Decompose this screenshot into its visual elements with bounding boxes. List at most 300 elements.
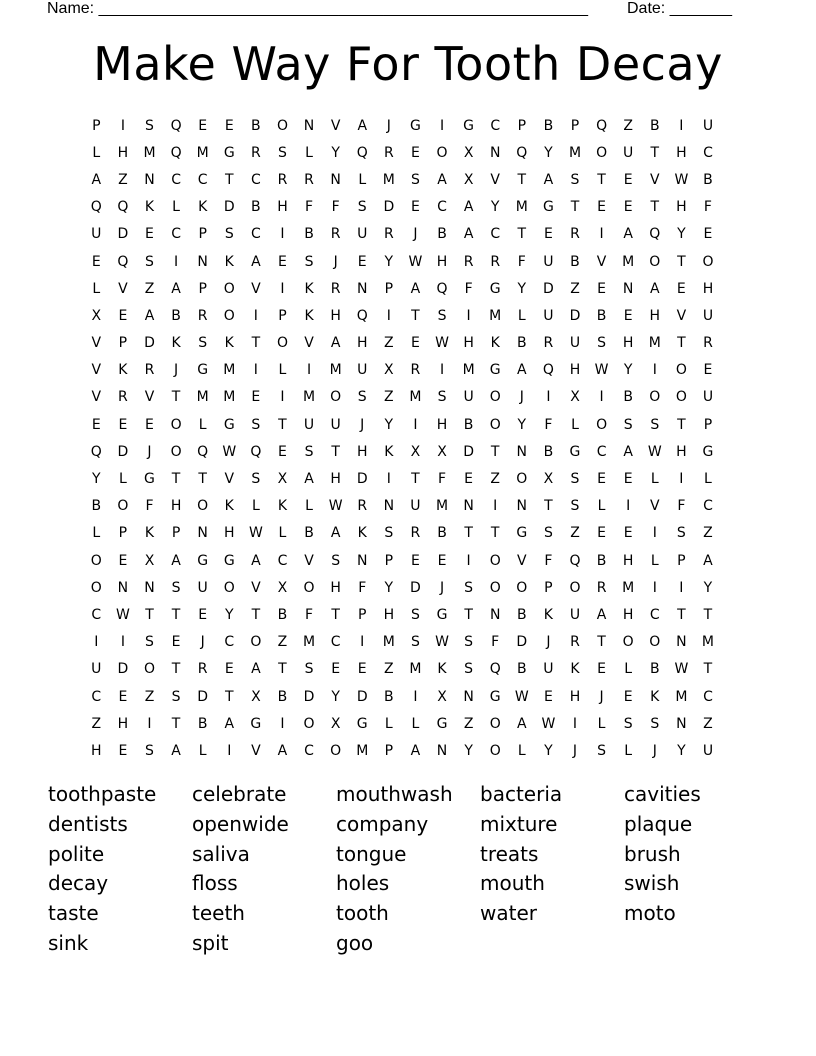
- grid-letter: R: [357, 498, 368, 515]
- grid-letter: I: [253, 307, 258, 324]
- grid-letter: U: [702, 742, 714, 759]
- grid-letter: B: [596, 552, 607, 569]
- grid-letter: U: [357, 226, 368, 243]
- grid-letter: H: [436, 416, 448, 433]
- grid-letter: T: [171, 606, 181, 623]
- grid-letter: O: [702, 253, 714, 270]
- grid-letter: E: [224, 661, 234, 678]
- grid-letter: S: [623, 416, 633, 433]
- grid-letter: O: [489, 389, 501, 406]
- grid-letter: C: [437, 199, 447, 216]
- grid-letter: S: [357, 199, 367, 216]
- grid-letter: N: [330, 171, 341, 188]
- grid-letter: E: [410, 199, 420, 216]
- grid-letter: H: [676, 144, 687, 161]
- grid-letter: M: [223, 362, 236, 379]
- grid-letter: X: [91, 307, 102, 324]
- grid-letter: H: [356, 335, 368, 352]
- grid-letter: J: [386, 117, 391, 134]
- grid-letter: S: [145, 742, 154, 759]
- grid-letter: R: [118, 389, 128, 406]
- grid-letter: L: [198, 416, 207, 433]
- grid-row: [83, 275, 733, 302]
- grid-letter: E: [543, 226, 553, 243]
- grid-letter: M: [409, 661, 422, 678]
- grid-letter: V: [517, 552, 527, 569]
- grid-letter: I: [386, 307, 391, 324]
- grid-letter: Y: [490, 199, 500, 216]
- grid-letter: Y: [623, 362, 633, 379]
- grid-letter: I: [280, 715, 285, 732]
- grid-letter: K: [118, 362, 128, 379]
- grid-letter: B: [251, 117, 261, 134]
- grid-letter: S: [570, 171, 580, 188]
- grid-letter: K: [304, 307, 314, 324]
- grid-letter: L: [624, 742, 633, 759]
- grid-letter: N: [303, 117, 315, 134]
- grid-letter: J: [572, 742, 578, 759]
- grid-letter: E: [118, 416, 128, 433]
- grid-letter: W: [541, 715, 556, 732]
- grid-letter: Q: [197, 443, 209, 460]
- grid-letter: A: [596, 606, 607, 623]
- grid-letter: R: [596, 579, 607, 596]
- grid-letter: O: [170, 443, 182, 460]
- grid-letter: X: [410, 443, 421, 460]
- grid-letter: Q: [90, 443, 102, 460]
- grid-letter: A: [251, 552, 261, 569]
- grid-letter: J: [174, 362, 179, 379]
- grid-letter: Q: [250, 443, 262, 460]
- grid-letter: E: [410, 552, 420, 569]
- grid-letter: H: [463, 335, 474, 352]
- grid-letter: O: [303, 715, 315, 732]
- grid-letter: A: [171, 280, 181, 297]
- grid-letter: V: [91, 389, 102, 406]
- grid-letter: D: [356, 471, 368, 488]
- grid-letter: I: [439, 362, 445, 379]
- grid-letter: F: [145, 498, 154, 515]
- grid-letter: H: [91, 742, 102, 759]
- grid-letter: W: [674, 171, 689, 188]
- grid-letter: S: [623, 715, 633, 732]
- grid-letter: K: [543, 606, 553, 623]
- grid-letter: O: [489, 552, 501, 569]
- grid-letter: G: [463, 117, 475, 134]
- grid-letter: A: [703, 552, 713, 569]
- grid-letter: L: [305, 498, 313, 515]
- grid-letter: I: [679, 579, 684, 596]
- grid-letter: O: [675, 389, 687, 406]
- grid-row: [83, 629, 733, 656]
- grid-letter: C: [250, 226, 261, 243]
- grid-letter: N: [356, 552, 368, 569]
- grid-row: [83, 248, 733, 275]
- grid-letter: V: [91, 362, 102, 379]
- grid-letter: L: [597, 715, 606, 732]
- grid-letter: D: [410, 579, 421, 596]
- grid-letter: P: [570, 117, 580, 134]
- grid-letter: L: [571, 416, 579, 433]
- grid-letter: X: [144, 552, 155, 569]
- grid-letter: T: [224, 171, 234, 188]
- grid-letter: O: [250, 634, 262, 651]
- grid-letter: T: [490, 525, 500, 542]
- grid-letter: O: [516, 471, 528, 488]
- grid-letter: L: [704, 471, 712, 488]
- grid-letter: X: [277, 471, 288, 488]
- grid-letter: I: [386, 471, 391, 488]
- grid-letter: R: [383, 144, 394, 161]
- grid-letter: T: [544, 498, 553, 515]
- grid-letter: T: [171, 715, 181, 732]
- grid-letter: E: [623, 525, 633, 542]
- grid-letter: M: [223, 389, 236, 406]
- grid-letter: A: [463, 226, 474, 243]
- grid-letter: Q: [170, 144, 182, 161]
- word-bank-item: tooth: [336, 901, 389, 926]
- grid-letter: Z: [91, 715, 102, 732]
- grid-letter: D: [117, 226, 129, 243]
- grid-letter: O: [223, 307, 235, 324]
- grid-letter: B: [463, 416, 474, 433]
- grid-letter: Q: [489, 661, 501, 678]
- grid-letter: W: [248, 525, 263, 542]
- grid-letter: R: [250, 144, 261, 161]
- grid-letter: A: [251, 253, 261, 270]
- grid-letter: M: [303, 389, 316, 406]
- grid-letter: I: [413, 416, 418, 433]
- date-field-label: Date: _______: [627, 0, 732, 17]
- grid-letter: D: [303, 688, 315, 705]
- grid-letter: O: [622, 634, 634, 651]
- grid-letter: D: [356, 688, 368, 705]
- word-bank-item: treats: [480, 841, 539, 866]
- grid-letter: T: [517, 171, 527, 188]
- grid-letter: K: [224, 498, 234, 515]
- grid-row: [83, 547, 733, 574]
- grid-letter: B: [437, 226, 447, 243]
- grid-letter: Y: [384, 253, 394, 270]
- grid-letter: P: [384, 552, 394, 569]
- grid-letter: Z: [703, 715, 713, 732]
- grid-letter: I: [174, 253, 179, 270]
- grid-letter: A: [623, 226, 633, 243]
- grid-letter: P: [384, 280, 394, 297]
- grid-letter: M: [622, 579, 635, 596]
- grid-letter: T: [278, 661, 287, 678]
- grid-letter: T: [650, 199, 660, 216]
- word-bank: [48, 780, 768, 959]
- grid-letter: V: [490, 171, 500, 188]
- grid-letter: I: [227, 742, 232, 759]
- grid-letter: A: [463, 199, 474, 216]
- grid-letter: K: [384, 443, 394, 460]
- grid-letter: O: [489, 579, 501, 596]
- grid-letter: C: [304, 742, 314, 759]
- word-bank-item: moto: [624, 901, 676, 926]
- grid-letter: O: [90, 579, 102, 596]
- grid-letter: M: [568, 144, 582, 161]
- grid-letter: E: [251, 389, 261, 406]
- grid-letter: S: [304, 253, 314, 270]
- grid-letter: E: [118, 552, 128, 569]
- grid-letter: M: [196, 389, 209, 406]
- grid-letter: L: [411, 715, 420, 732]
- grid-letter: H: [330, 579, 341, 596]
- grid-letter: T: [251, 606, 261, 623]
- grid-letter: U: [197, 579, 208, 596]
- word-bank-item: toothpaste: [48, 782, 157, 806]
- grid-letter: G: [542, 199, 554, 216]
- grid-letter: M: [435, 498, 449, 515]
- grid-letter: E: [410, 144, 420, 161]
- grid-letter: O: [489, 742, 501, 759]
- grid-letter: A: [649, 280, 660, 297]
- grid-letter: K: [171, 335, 181, 352]
- grid-letter: H: [383, 606, 395, 623]
- word-bank-item: dentists: [48, 811, 128, 836]
- grid-letter: M: [409, 389, 422, 406]
- grid-row: [83, 601, 733, 628]
- grid-letter: E: [145, 226, 154, 243]
- grid-letter: I: [493, 498, 498, 515]
- grid-letter: H: [676, 199, 687, 216]
- grid-letter: K: [224, 253, 234, 270]
- grid-letter: T: [677, 253, 686, 270]
- grid-letter: T: [677, 335, 686, 352]
- grid-letter: Y: [517, 416, 527, 433]
- grid-letter: U: [357, 362, 368, 379]
- grid-letter: T: [331, 606, 340, 623]
- grid-letter: H: [277, 199, 288, 216]
- grid-letter: C: [197, 171, 208, 188]
- grid-letter: Y: [517, 280, 527, 297]
- grid-letter: E: [171, 634, 181, 651]
- grid-letter: C: [171, 226, 181, 243]
- grid-row: [83, 574, 733, 601]
- grid-letter: C: [649, 606, 660, 623]
- grid-letter: M: [675, 688, 688, 705]
- grid-letter: Y: [677, 226, 686, 243]
- grid-letter: O: [276, 335, 288, 352]
- grid-letter: A: [144, 307, 155, 324]
- grid-letter: D: [144, 335, 155, 352]
- grid-letter: S: [650, 715, 660, 732]
- grid-letter: S: [410, 634, 420, 651]
- grid-letter: Z: [144, 280, 155, 297]
- grid-row: [83, 493, 733, 520]
- grid-letter: H: [330, 307, 341, 324]
- grid-letter: I: [94, 634, 99, 651]
- grid-letter: F: [437, 471, 447, 488]
- grid-letter: Q: [356, 307, 368, 324]
- grid-letter: G: [250, 715, 262, 732]
- grid-letter: O: [569, 579, 581, 596]
- grid-letter: J: [652, 742, 657, 759]
- grid-letter: H: [622, 335, 634, 352]
- grid-letter: A: [543, 171, 554, 188]
- grid-letter: S: [676, 525, 686, 542]
- grid-letter: I: [466, 552, 471, 569]
- grid-letter: J: [360, 416, 365, 433]
- grid-letter: A: [277, 742, 288, 759]
- grid-letter: G: [144, 471, 155, 488]
- grid-letter: V: [91, 335, 102, 352]
- grid-letter: Q: [436, 280, 448, 297]
- grid-letter: A: [437, 171, 447, 188]
- grid-letter: C: [490, 117, 501, 134]
- grid-letter: Y: [677, 742, 686, 759]
- word-search-grid: [83, 112, 733, 765]
- grid-letter: J: [439, 579, 445, 596]
- grid-letter: Z: [623, 117, 633, 134]
- grid-letter: Y: [331, 688, 340, 705]
- grid-letter: T: [677, 606, 686, 623]
- grid-letter: O: [596, 144, 608, 161]
- grid-letter: K: [437, 661, 447, 678]
- grid-letter: E: [623, 471, 633, 488]
- grid-letter: S: [251, 416, 261, 433]
- grid-letter: A: [251, 661, 261, 678]
- grid-letter: A: [171, 742, 181, 759]
- grid-letter: H: [676, 443, 687, 460]
- grid-letter: P: [198, 280, 207, 297]
- grid-letter: Z: [703, 525, 713, 542]
- grid-letter: E: [410, 335, 420, 352]
- grid-letter: I: [360, 634, 365, 651]
- grid-letter: O: [675, 362, 687, 379]
- grid-letter: X: [463, 171, 474, 188]
- grid-letter: S: [304, 661, 314, 678]
- grid-letter: O: [223, 280, 235, 297]
- grid-letter: O: [516, 579, 528, 596]
- grid-letter: T: [171, 389, 181, 406]
- grid-letter: H: [117, 715, 129, 732]
- grid-letter: G: [223, 552, 235, 569]
- grid-letter: Z: [384, 335, 394, 352]
- grid-letter: B: [516, 335, 527, 352]
- grid-letter: T: [703, 606, 713, 623]
- word-bank-item: bacteria: [480, 782, 563, 806]
- grid-letter: R: [410, 525, 421, 542]
- grid-letter: W: [435, 335, 449, 352]
- grid-letter: V: [224, 471, 235, 488]
- grid-row: [83, 438, 733, 465]
- grid-letter: C: [490, 226, 501, 243]
- grid-letter: L: [650, 552, 659, 569]
- grid-letter: I: [599, 389, 604, 406]
- grid-letter: F: [331, 199, 340, 216]
- grid-letter: F: [491, 634, 500, 651]
- grid-letter: K: [144, 199, 155, 216]
- word-bank-item: openwide: [192, 811, 289, 836]
- grid-letter: O: [649, 389, 661, 406]
- grid-letter: U: [702, 117, 714, 134]
- grid-letter: E: [331, 661, 341, 678]
- grid-letter: T: [278, 416, 287, 433]
- grid-letter: R: [330, 226, 341, 243]
- grid-letter: O: [489, 416, 501, 433]
- grid-letter: T: [224, 688, 234, 705]
- grid-letter: T: [198, 471, 207, 488]
- word-bank-item: celebrate: [192, 782, 287, 806]
- grid-letter: B: [304, 226, 314, 243]
- grid-letter: U: [623, 144, 634, 161]
- grid-letter: O: [330, 742, 342, 759]
- word-bank-item: brush: [624, 841, 681, 866]
- grid-letter: Q: [117, 253, 129, 270]
- word-bank-item: mouthwash: [336, 782, 453, 806]
- grid-letter: E: [224, 117, 234, 134]
- grid-row: [83, 112, 733, 139]
- grid-letter: R: [277, 171, 288, 188]
- grid-row: [83, 465, 733, 492]
- grid-letter: Y: [224, 606, 234, 623]
- grid-letter: N: [356, 280, 368, 297]
- grid-letter: G: [489, 280, 501, 297]
- grid-letter: R: [197, 307, 208, 324]
- grid-letter: V: [251, 579, 261, 596]
- grid-letter: R: [570, 226, 580, 243]
- grid-letter: B: [596, 307, 607, 324]
- grid-letter: S: [410, 606, 420, 623]
- grid-letter: B: [277, 688, 288, 705]
- grid-letter: J: [546, 634, 551, 651]
- grid-letter: E: [357, 253, 367, 270]
- grid-letter: D: [117, 661, 129, 678]
- grid-letter: K: [198, 199, 208, 216]
- grid-letter: H: [436, 253, 448, 270]
- grid-letter: H: [702, 280, 714, 297]
- word-bank-item: mouth: [480, 871, 545, 896]
- grid-letter: K: [650, 688, 660, 705]
- grid-letter: B: [171, 307, 181, 324]
- grid-letter: R: [570, 634, 580, 651]
- grid-letter: A: [517, 362, 527, 379]
- grid-letter: B: [516, 661, 527, 678]
- grid-letter: L: [597, 498, 606, 515]
- grid-row: [83, 357, 733, 384]
- grid-letter: M: [303, 634, 316, 651]
- grid-letter: A: [410, 742, 421, 759]
- grid-letter: W: [408, 253, 423, 270]
- grid-letter: A: [330, 525, 341, 542]
- grid-letter: U: [543, 307, 554, 324]
- grid-letter: A: [357, 117, 368, 134]
- grid-letter: Y: [544, 742, 553, 759]
- grid-letter: S: [171, 688, 181, 705]
- grid-letter: T: [411, 471, 420, 488]
- grid-letter: P: [544, 579, 553, 596]
- word-bank-item: swish: [624, 871, 680, 896]
- grid-letter: B: [251, 199, 261, 216]
- grid-letter: M: [356, 742, 369, 759]
- grid-letter: I: [439, 117, 445, 134]
- grid-letter: O: [90, 552, 102, 569]
- grid-letter: E: [278, 253, 287, 270]
- word-bank-item: holes: [336, 871, 390, 896]
- grid-letter: Y: [92, 471, 101, 488]
- grid-letter: S: [198, 335, 208, 352]
- grid-letter: S: [384, 525, 394, 542]
- grid-letter: V: [144, 389, 155, 406]
- grid-letter: G: [223, 416, 235, 433]
- grid-letter: O: [436, 144, 448, 161]
- grid-letter: Z: [277, 634, 288, 651]
- grid-letter: H: [622, 552, 634, 569]
- grid-letter: U: [303, 416, 315, 433]
